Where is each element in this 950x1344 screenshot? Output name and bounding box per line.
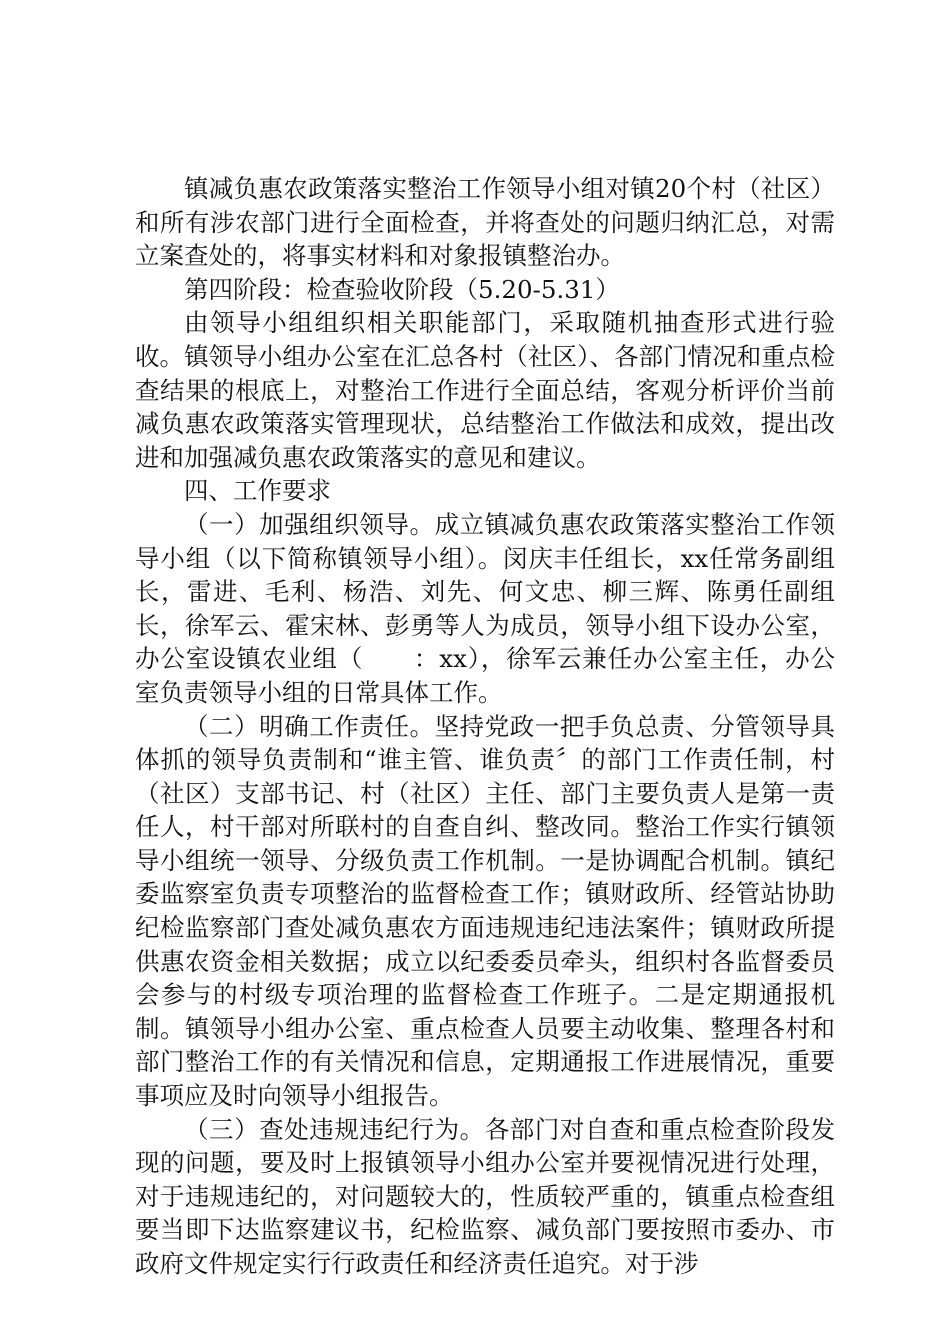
paragraph-work-responsibility: （二）明确工作责任。坚持党政一把手负总责、分管领导具体抓的领导负责制和“谁主管、谁负责〞的部门工作责任制，村（社区）支部书记、村（社区）主任、部门主要负责人是第一责任人，村干部对所联村的自查自纠、整改同。整治工作实行镇领导小组统一领导、分级负责工作机制。一是协调配合机制。镇纪委监察室负责专项整治的监督检查工作；镇财政所、经管站协助纪检监察部门查处减负惠农方面违规违纪违法案件；镇财政所提供惠农资金相关数据；成立以纪委委员牵头，组织村各监督委员会参与的村级专项治理的监督检查工作班子。二是定期通报机制。镇领导小组办公室、重点检查人员要主动收集、整理各村和部门整治工作的有关情况和信息，定期通报工作进展情况，重要事项应及时向领导小组报告。 xyxy=(135,711,835,1111)
heading-work-requirements: 四、工作要求 xyxy=(184,476,331,506)
paragraph-organization-leadership: （一）加强组织领导。成立镇减负惠农政策落实整治工作领导小组（以下简称镇领导小组）。闵庆丰任组长，xx任常务副组长，雷进、毛利、杨浩、刘先、何文忠、柳三辉、陈勇任副组长，徐军云、霍宋林、彭勇等人为成员，领导小组下设办公室，办公室设镇农业组（ ：xx），徐军云兼任办公室主任，办公室负责领导小组的日常具体工作。 xyxy=(135,509,835,707)
paragraph-inspection-summary: 镇减负惠农政策落实整治工作领导小组对镇20个村（社区）和所有涉农部门进行全面检查，并将查处的问题归纳汇总，对需立案查处的，将事实材料和对象报镇整治办。 xyxy=(135,174,835,271)
document-body xyxy=(135,172,835,1281)
paragraph-violations: （三）查处违规违纪行为。各部门对自查和重点检查阶段发现的问题，要及时上报镇领导小组办公室并要视情况进行处理，对于违规违纪的，对问题较大的，性质较严重的，镇重点检查组要当即下达监察建议书，纪检监察、减负部门要按照市委办、市政府文件规定实行行政责任和经济责任追究。对于涉 xyxy=(135,1114,835,1278)
heading-stage-four: 第四阶段：检查验收阶段（5.20-5.31） xyxy=(184,274,620,304)
paragraph-acceptance: 由领导小组组织相关职能部门，采取随机抽查形式进行验收。镇领导小组办公室在汇总各村（社区）、各部门情况和重点检查结果的根底上，对整治工作进行全面总结，客观分析评价当前减负惠农政策落实管理现状，总结整治工作做法和成效，提出改进和加强减负惠农政策落实的意见和建议。 xyxy=(135,308,835,472)
